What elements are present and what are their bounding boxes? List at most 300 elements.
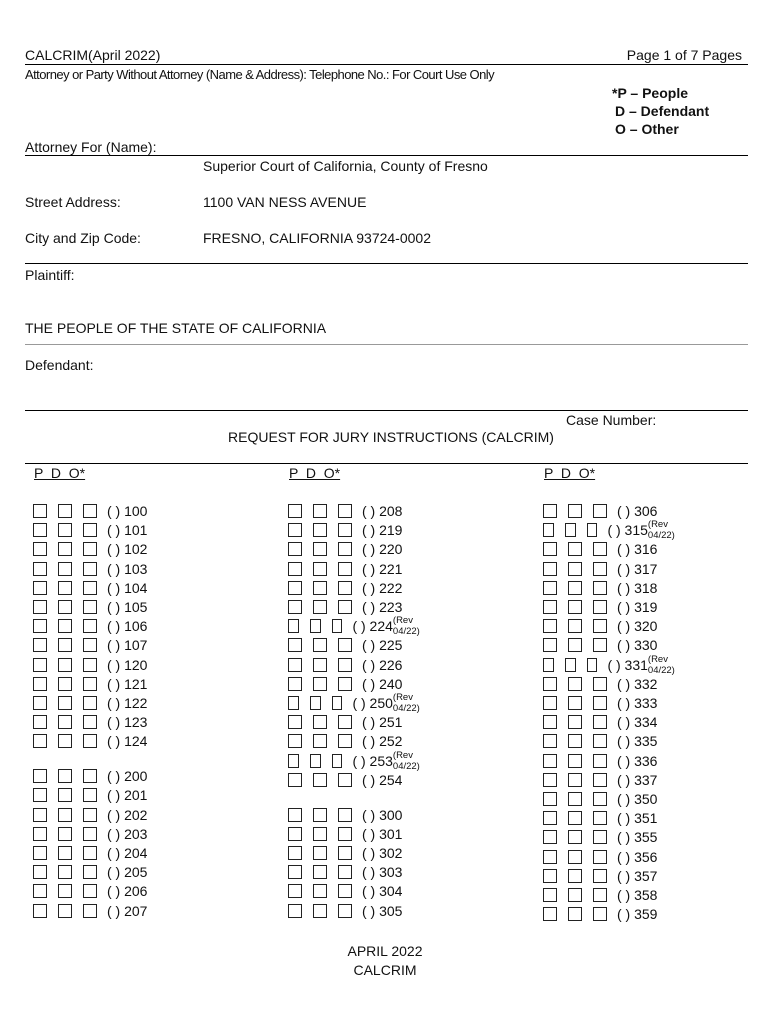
checkbox-defendant[interactable]: [58, 696, 72, 710]
checkbox-people[interactable]: [543, 619, 557, 633]
instruction-row: [33, 713, 147, 731]
checkbox-people[interactable]: [288, 846, 302, 860]
checkbox-people[interactable]: [288, 658, 302, 672]
divider: [25, 263, 748, 264]
checkbox-defendant[interactable]: [313, 884, 327, 898]
checkbox-people[interactable]: [288, 619, 299, 633]
checkbox-other[interactable]: [83, 542, 97, 556]
checkbox-defendant[interactable]: [58, 523, 72, 537]
instruction-code: ( ) 332: [617, 675, 658, 692]
checkbox-defendant[interactable]: [568, 715, 582, 729]
instruction-code: ( ) 336: [617, 752, 658, 769]
checkbox-defendant[interactable]: [310, 619, 321, 633]
instruction-code: ( ) 225: [362, 637, 403, 654]
checkbox-other[interactable]: [593, 830, 607, 844]
checkbox-other[interactable]: [83, 581, 97, 595]
checkbox-defendant[interactable]: [313, 658, 327, 672]
checkbox-defendant[interactable]: [58, 638, 72, 652]
checkbox-other[interactable]: [593, 907, 607, 921]
checkbox-other[interactable]: [83, 904, 97, 918]
instruction-row: [288, 749, 429, 772]
checkbox-other[interactable]: [593, 696, 607, 710]
checkbox-other[interactable]: [83, 884, 97, 898]
checkbox-people[interactable]: [33, 677, 47, 691]
instruction-row: [288, 694, 429, 712]
instruction-row: [33, 598, 147, 616]
checkbox-other[interactable]: [593, 581, 607, 595]
checkbox-people[interactable]: [288, 523, 302, 537]
checkbox-defendant[interactable]: [58, 846, 72, 860]
checkbox-people[interactable]: [33, 734, 47, 748]
checkbox-people[interactable]: [543, 773, 557, 787]
instruction-row: [288, 675, 402, 693]
instruction-row: [543, 519, 684, 542]
divider: [25, 410, 748, 411]
checkbox-other[interactable]: [83, 619, 97, 633]
checkbox-defendant[interactable]: [58, 808, 72, 822]
checkbox-people[interactable]: [543, 600, 557, 614]
checkbox-defendant[interactable]: [568, 677, 582, 691]
instruction-code: ( ) 320: [617, 618, 658, 635]
instruction-code: ( ) 319: [617, 599, 658, 615]
checkbox-people[interactable]: [33, 827, 47, 841]
checkbox-defendant[interactable]: [568, 869, 582, 883]
checkbox-other[interactable]: [593, 811, 607, 825]
checkbox-defendant[interactable]: [313, 904, 327, 918]
checkbox-other[interactable]: [593, 715, 607, 729]
instruction-row: [33, 636, 147, 654]
checkbox-other[interactable]: [593, 850, 607, 864]
checkbox-people[interactable]: [33, 504, 47, 518]
instruction-code: ( ) 103: [107, 560, 148, 577]
checkbox-defendant[interactable]: [58, 600, 72, 614]
checkbox-other[interactable]: [332, 696, 343, 710]
checkbox-people[interactable]: [33, 808, 47, 822]
checkbox-people[interactable]: [543, 734, 557, 748]
checkbox-defendant[interactable]: [58, 734, 72, 748]
instruction-code: ( ) 221: [362, 560, 403, 577]
revision-note: (Rev 04/22): [392, 749, 420, 772]
checkbox-other[interactable]: [83, 696, 97, 710]
instruction-row: [288, 844, 402, 862]
checkbox-people[interactable]: [543, 562, 557, 576]
legend: [612, 84, 709, 138]
checkbox-people[interactable]: [288, 696, 299, 710]
instruction-code: ( ) 206: [107, 883, 148, 900]
instruction-code: ( ) 357: [617, 867, 658, 884]
checkbox-defendant[interactable]: [313, 677, 327, 691]
checkbox-people[interactable]: [543, 504, 557, 518]
checkbox-defendant[interactable]: [313, 808, 327, 822]
checkbox-people[interactable]: [33, 638, 47, 652]
checkbox-people[interactable]: [288, 504, 302, 518]
instruction-code: ( ) 302: [362, 844, 403, 861]
plaintiff-label: Plaintiff:: [25, 267, 75, 283]
instruction-code: ( ) 205: [107, 864, 148, 881]
checkbox-other[interactable]: [593, 773, 607, 787]
instruction-row: [543, 636, 657, 654]
instruction-code: ( ) 224: [352, 618, 393, 635]
checkbox-people[interactable]: [33, 600, 47, 614]
revision-note: (Rev 04/22): [647, 653, 675, 676]
checkbox-other[interactable]: [593, 619, 607, 633]
instruction-row: [288, 521, 402, 539]
checkbox-other[interactable]: [593, 600, 607, 614]
instruction-code: ( ) 106: [107, 618, 148, 635]
checkbox-defendant[interactable]: [313, 715, 327, 729]
checkbox-people[interactable]: [288, 600, 302, 614]
checkbox-people[interactable]: [33, 884, 47, 898]
checkbox-other[interactable]: [83, 808, 97, 822]
checkbox-people[interactable]: [33, 715, 47, 729]
checkbox-defendant[interactable]: [568, 600, 582, 614]
checkbox-defendant[interactable]: [313, 581, 327, 595]
checkbox-other[interactable]: [338, 677, 352, 691]
instruction-code: ( ) 223: [362, 599, 403, 615]
checkbox-other[interactable]: [593, 542, 607, 556]
checkbox-defendant[interactable]: [568, 638, 582, 652]
checkbox-people[interactable]: [543, 677, 557, 691]
checkbox-people[interactable]: [33, 523, 47, 537]
instruction-row: [288, 579, 402, 597]
checkbox-defendant[interactable]: [58, 504, 72, 518]
instruction-code: ( ) 220: [362, 541, 403, 558]
checkbox-defendant[interactable]: [568, 581, 582, 595]
instruction-code: ( ) 350: [617, 791, 658, 807]
form-title: REQUEST FOR JURY INSTRUCTIONS (CALCRIM): [228, 429, 554, 445]
checkbox-defendant[interactable]: [58, 884, 72, 898]
checkbox-other[interactable]: [83, 504, 97, 518]
instruction-row: [288, 882, 402, 900]
checkbox-defendant[interactable]: [310, 696, 321, 710]
instruction-row: [543, 828, 657, 846]
instruction-code: ( ) 301: [362, 825, 403, 842]
instruction-code: ( ) 250: [352, 695, 393, 711]
instruction-row: [33, 560, 147, 578]
divider: [25, 463, 748, 464]
checkbox-defendant[interactable]: [568, 696, 582, 710]
checkbox-other[interactable]: [593, 562, 607, 576]
checkbox-other[interactable]: [338, 638, 352, 652]
checkbox-other[interactable]: [593, 792, 607, 806]
checkbox-defendant[interactable]: [313, 773, 327, 787]
checkbox-other[interactable]: [338, 773, 352, 787]
checkbox-other[interactable]: [338, 658, 352, 672]
checkbox-other[interactable]: [338, 904, 352, 918]
instruction-code: ( ) 121: [107, 675, 148, 692]
checkbox-people[interactable]: [543, 715, 557, 729]
checkbox-defendant[interactable]: [58, 769, 72, 783]
checkbox-defendant[interactable]: [58, 619, 72, 633]
checkbox-people[interactable]: [33, 788, 47, 802]
instruction-row: [543, 867, 657, 885]
checkbox-defendant[interactable]: [568, 811, 582, 825]
checkbox-other[interactable]: [338, 865, 352, 879]
checkbox-people[interactable]: [543, 542, 557, 556]
checkbox-people[interactable]: [288, 904, 302, 918]
checkbox-other[interactable]: [83, 865, 97, 879]
instruction-code: ( ) 123: [107, 714, 148, 731]
court-name: Superior Court of California, County of Fresno: [203, 158, 488, 174]
checkbox-people[interactable]: [543, 869, 557, 883]
checkbox-people[interactable]: [33, 865, 47, 879]
street-address-value: 1100 VAN NESS AVENUE: [203, 194, 367, 210]
instruction-code: ( ) 356: [617, 848, 658, 865]
revision-note: (Rev 04/22): [647, 519, 675, 542]
column-header: P D O*: [34, 465, 86, 481]
attorney-for-label: Attorney For (Name):: [25, 139, 157, 155]
instruction-row: [288, 656, 402, 674]
checkbox-other[interactable]: [338, 846, 352, 860]
checkbox-defendant[interactable]: [58, 581, 72, 595]
checkbox-people[interactable]: [288, 808, 302, 822]
checkbox-people[interactable]: [543, 850, 557, 864]
checkbox-defendant[interactable]: [565, 658, 576, 672]
checkbox-defendant[interactable]: [310, 754, 321, 768]
checkbox-other[interactable]: [83, 734, 97, 748]
checkbox-defendant[interactable]: [568, 619, 582, 633]
checkbox-defendant[interactable]: [568, 542, 582, 556]
instruction-code: ( ) 331: [607, 656, 648, 673]
checkbox-people[interactable]: [288, 865, 302, 879]
checkbox-people[interactable]: [543, 888, 557, 902]
instruction-row: [288, 636, 402, 654]
checkbox-other[interactable]: [587, 658, 598, 672]
checkbox-defendant[interactable]: [568, 830, 582, 844]
checkbox-other[interactable]: [83, 562, 97, 576]
instruction-code: ( ) 104: [107, 579, 148, 596]
instruction-row: [33, 502, 147, 520]
instruction-row: [288, 806, 402, 824]
instruction-code: ( ) 334: [617, 714, 658, 731]
checkbox-people[interactable]: [33, 769, 47, 783]
instruction-code: ( ) 315: [607, 522, 648, 539]
checkbox-defendant[interactable]: [568, 792, 582, 806]
footer-calcrim: CALCRIM: [353, 962, 417, 978]
checkbox-other[interactable]: [338, 542, 352, 556]
instruction-code: ( ) 337: [617, 771, 658, 788]
checkbox-people[interactable]: [543, 792, 557, 806]
checkbox-defendant[interactable]: [565, 523, 576, 537]
instruction-row: [33, 863, 147, 881]
instruction-row: [33, 675, 147, 693]
checkbox-people[interactable]: [288, 734, 302, 748]
checkbox-people[interactable]: [543, 696, 557, 710]
instruction-row: [543, 790, 657, 808]
checkbox-people[interactable]: [288, 773, 302, 787]
instruction-code: ( ) 253: [352, 752, 393, 769]
checkbox-other[interactable]: [338, 884, 352, 898]
checkbox-people[interactable]: [543, 658, 554, 672]
checkbox-people[interactable]: [33, 562, 47, 576]
checkbox-defendant[interactable]: [313, 846, 327, 860]
checkbox-defendant[interactable]: [313, 638, 327, 652]
checkbox-other[interactable]: [593, 734, 607, 748]
checkbox-other[interactable]: [83, 658, 97, 672]
checkbox-other[interactable]: [83, 715, 97, 729]
checkbox-defendant[interactable]: [313, 827, 327, 841]
checkbox-other[interactable]: [338, 562, 352, 576]
checkbox-other[interactable]: [83, 600, 97, 614]
checkbox-defendant[interactable]: [568, 888, 582, 902]
city-zip-value: FRESNO, CALIFORNIA 93724-0002: [203, 230, 431, 246]
checkbox-defendant[interactable]: [568, 504, 582, 518]
checkbox-people[interactable]: [288, 754, 299, 768]
instruction-row: [543, 771, 657, 789]
revision-note: (Rev 04/22): [392, 692, 420, 714]
checkbox-other[interactable]: [83, 523, 97, 537]
checkbox-defendant[interactable]: [58, 827, 72, 841]
checkbox-other[interactable]: [587, 523, 598, 537]
checkbox-other[interactable]: [593, 888, 607, 902]
checkbox-other[interactable]: [338, 715, 352, 729]
checkbox-other[interactable]: [332, 619, 343, 633]
instruction-row: [33, 825, 147, 843]
checkbox-defendant[interactable]: [313, 562, 327, 576]
checkbox-defendant[interactable]: [58, 658, 72, 672]
checkbox-people[interactable]: [543, 638, 557, 652]
divider: [25, 344, 748, 345]
checkbox-people[interactable]: [33, 904, 47, 918]
checkbox-other[interactable]: [593, 869, 607, 883]
checkbox-other[interactable]: [338, 827, 352, 841]
checkbox-people[interactable]: [543, 523, 554, 537]
checkbox-defendant[interactable]: [58, 562, 72, 576]
instruction-row: [543, 732, 657, 750]
instruction-row: [288, 502, 402, 520]
instruction-row: [33, 806, 147, 824]
checkbox-defendant[interactable]: [568, 907, 582, 921]
checkbox-defendant[interactable]: [58, 788, 72, 802]
checkbox-other[interactable]: [593, 504, 607, 518]
instruction-row: [288, 825, 402, 843]
checkbox-defendant[interactable]: [58, 715, 72, 729]
checkbox-defendant[interactable]: [568, 562, 582, 576]
checkbox-defendant[interactable]: [568, 773, 582, 787]
checkbox-defendant[interactable]: [568, 754, 582, 768]
instruction-row: [543, 886, 657, 904]
instruction-code: ( ) 107: [107, 637, 148, 654]
checkbox-other[interactable]: [593, 677, 607, 691]
instruction-code: ( ) 226: [362, 656, 403, 673]
checkbox-defendant[interactable]: [568, 850, 582, 864]
checkbox-other[interactable]: [338, 734, 352, 748]
instruction-row: [288, 732, 402, 750]
checkbox-other[interactable]: [83, 788, 97, 802]
checkbox-people[interactable]: [543, 907, 557, 921]
checkbox-other[interactable]: [338, 808, 352, 822]
checkbox-other[interactable]: [83, 846, 97, 860]
instruction-row: [288, 540, 402, 558]
instruction-code: ( ) 105: [107, 599, 148, 615]
revision-note: (Rev 04/22): [392, 615, 420, 638]
checkbox-people[interactable]: [288, 884, 302, 898]
instruction-row: [33, 656, 147, 674]
checkbox-people[interactable]: [288, 715, 302, 729]
instruction-row: [543, 653, 684, 676]
checkbox-people[interactable]: [33, 658, 47, 672]
instruction-row: [543, 598, 657, 616]
checkbox-people[interactable]: [288, 542, 302, 556]
instruction-code: ( ) 305: [362, 902, 403, 919]
instruction-row: [543, 694, 657, 712]
checkbox-other[interactable]: [338, 523, 352, 537]
checkbox-defendant[interactable]: [58, 865, 72, 879]
checkbox-other[interactable]: [593, 754, 607, 768]
checkbox-defendant[interactable]: [313, 600, 327, 614]
instruction-row: [543, 675, 657, 693]
instruction-code: ( ) 208: [362, 503, 403, 519]
form-id: CALCRIM(April 2022): [25, 47, 161, 63]
checkbox-other[interactable]: [83, 769, 97, 783]
column-header: P D O*: [289, 465, 341, 481]
checkbox-people[interactable]: [33, 696, 47, 710]
checkbox-people[interactable]: [288, 677, 302, 691]
checkbox-defendant[interactable]: [313, 523, 327, 537]
checkbox-people[interactable]: [288, 638, 302, 652]
checkbox-other[interactable]: [332, 754, 343, 768]
instruction-code: ( ) 355: [617, 829, 658, 846]
instruction-code: ( ) 300: [362, 806, 403, 823]
checkbox-defendant[interactable]: [568, 734, 582, 748]
checkbox-other[interactable]: [83, 677, 97, 691]
checkbox-people[interactable]: [543, 811, 557, 825]
checkbox-defendant[interactable]: [313, 865, 327, 879]
instruction-code: ( ) 219: [362, 522, 403, 539]
divider: [25, 64, 748, 65]
checkbox-people[interactable]: [288, 581, 302, 595]
checkbox-people[interactable]: [288, 827, 302, 841]
checkbox-other[interactable]: [338, 600, 352, 614]
checkbox-defendant[interactable]: [58, 542, 72, 556]
instruction-row: [543, 579, 657, 597]
checkbox-defendant[interactable]: [58, 904, 72, 918]
checkbox-people[interactable]: [543, 581, 557, 595]
checkbox-other[interactable]: [83, 827, 97, 841]
checkbox-people[interactable]: [543, 830, 557, 844]
instruction-code: ( ) 122: [107, 695, 148, 711]
instruction-row: [33, 844, 147, 862]
checkbox-people[interactable]: [33, 581, 47, 595]
instruction-row: [288, 615, 429, 638]
street-address-label: Street Address:: [25, 194, 121, 210]
checkbox-other[interactable]: [593, 638, 607, 652]
checkbox-people[interactable]: [543, 754, 557, 768]
checkbox-people[interactable]: [33, 619, 47, 633]
checkbox-people[interactable]: [288, 562, 302, 576]
instruction-code: ( ) 204: [107, 844, 148, 861]
legend-defendant: D – Defendant: [615, 103, 710, 119]
checkbox-other[interactable]: [338, 581, 352, 595]
instruction-code: ( ) 240: [362, 675, 403, 692]
instruction-row: [33, 521, 147, 539]
checkbox-defendant[interactable]: [313, 734, 327, 748]
attorney-party-line: Attorney or Party Without Attorney (Name & Address): Telephone No.: For Court Use Only: [25, 67, 495, 82]
checkbox-other[interactable]: [338, 504, 352, 518]
footer: [285, 942, 485, 980]
checkbox-people[interactable]: [33, 542, 47, 556]
checkbox-defendant[interactable]: [58, 677, 72, 691]
instruction-code: ( ) 351: [617, 810, 658, 827]
checkbox-other[interactable]: [83, 638, 97, 652]
instruction-code: ( ) 252: [362, 733, 403, 750]
checkbox-defendant[interactable]: [313, 542, 327, 556]
checkbox-defendant[interactable]: [313, 504, 327, 518]
checkbox-people[interactable]: [33, 846, 47, 860]
instruction-code: ( ) 316: [617, 541, 658, 558]
column-header: P D O*: [544, 465, 596, 481]
instruction-row: [33, 694, 147, 712]
